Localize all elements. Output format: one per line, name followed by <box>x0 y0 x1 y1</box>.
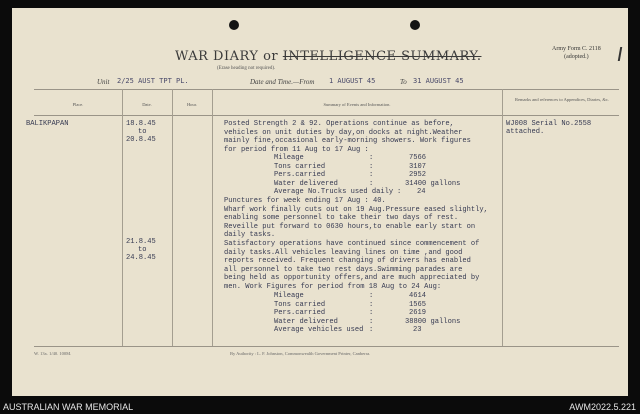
to-label: To <box>400 78 407 86</box>
stat-sep: : <box>369 162 374 171</box>
summary-line: enabling some personnel to take their two days of rest. <box>224 214 459 223</box>
stat-value: 2619 <box>409 309 427 318</box>
stat-row <box>274 326 494 335</box>
stat-row <box>274 318 494 327</box>
stat-value: 23 <box>413 326 422 335</box>
column-header-hour: Hour. <box>186 102 198 107</box>
date-label: Date and Time.—From <box>250 78 315 86</box>
stat-row <box>274 171 474 180</box>
column-header-date: Date. <box>142 102 152 107</box>
summary-line: daily tasks. <box>224 231 276 240</box>
unit-label: Unit <box>97 78 110 86</box>
column-divider <box>172 89 173 346</box>
summary-entry-2 <box>224 240 479 292</box>
column-header-remarks: Remarks and references to Appendices, Diaries, &c. <box>514 97 610 102</box>
title-main: WAR DIARY or <box>175 49 279 64</box>
stat-label: Water delivered <box>274 317 338 326</box>
title-subtitle: (Erase heading not required). <box>217 66 276 71</box>
stat-row <box>274 292 474 301</box>
punch-hole <box>410 20 420 30</box>
summary-line: Posted Strength 2 & 92. Operations continue as before, <box>224 120 454 128</box>
date-from: 1 AUGUST 45 <box>329 77 376 85</box>
summary-line: all personnel to take two rest days.Swimming parades are <box>224 265 463 274</box>
summary-line: mainly fine,occasional early-morning showers. Work figures <box>224 137 471 146</box>
army-form-adopted: (adopted.) <box>564 54 589 60</box>
page-title <box>175 49 481 64</box>
summary-entry-1 <box>224 120 471 154</box>
footer-printer: By Authority : L. F. Johnston, Commonwealth Government Printer, Canberra. <box>230 351 371 356</box>
entry-date-from: 21.8.45 <box>126 238 156 246</box>
army-form-label <box>552 45 601 61</box>
stat-sep: : <box>397 188 402 197</box>
summary-line: Satisfactory operations have continued since commencement of <box>224 240 480 248</box>
column-header-place: Place. <box>72 102 84 107</box>
stat-label: Pers.carried <box>274 309 326 318</box>
stat-sep: : <box>369 171 374 180</box>
summary-entry-1-continued <box>224 197 488 240</box>
entry-date-to-word: to <box>138 246 147 254</box>
diary-page <box>12 8 628 396</box>
stat-label: Tons carried <box>274 162 326 171</box>
stat-row <box>274 309 474 318</box>
column-header-summary: Summary of Events and Information. <box>323 102 391 107</box>
summary-line: Reveille put forward to 0630 hours,to enable early start on <box>224 222 476 231</box>
stat-sep: : <box>369 292 374 300</box>
summary-line: vehicles on unit duties by day,on docks at night.Weather <box>224 128 463 137</box>
remark-serial: WJ008 Serial No.2558 <box>506 120 592 128</box>
entry-date-to-word: to <box>138 128 147 136</box>
accession-number: AWM2022.5.221 <box>569 402 636 412</box>
stat-sep: : <box>369 309 374 318</box>
entry-date-to: 20.8.45 <box>126 136 156 144</box>
stat-value: 24 <box>417 188 426 197</box>
stat-value: 38800 gallons <box>405 317 461 326</box>
column-divider <box>212 89 213 346</box>
work-figures-2 <box>274 292 494 335</box>
stat-value: 7566 <box>409 154 427 162</box>
stat-sep: : <box>369 154 374 162</box>
column-divider <box>122 89 123 346</box>
stat-sep: : <box>369 300 374 309</box>
stat-row <box>274 188 494 197</box>
stat-sep: : <box>369 179 374 188</box>
army-form-number: Army Form C. 2118 <box>552 46 601 52</box>
title-struck: INTELLIGENCE SUMMARY. <box>282 49 482 64</box>
unit-value: 2/25 AUST TPT PL. <box>117 77 189 85</box>
stat-row <box>274 180 494 189</box>
stat-row <box>274 154 474 163</box>
stat-label: Mileage <box>274 292 304 300</box>
stat-sep: : <box>369 317 374 326</box>
summary-line: reports received. Frequent changing of drivers has enabled <box>224 257 471 266</box>
stat-row <box>274 301 474 310</box>
stat-label: Tons carried <box>274 300 326 309</box>
stat-label: Mileage <box>274 154 304 162</box>
stat-label: Water delivered <box>274 179 338 188</box>
stat-label: Pers.carried <box>274 171 326 180</box>
footer-form-code: W. 13x. 1/40. 100M. <box>34 351 72 356</box>
collection-caption: AUSTRALIAN WAR MEMORIAL <box>3 402 134 412</box>
work-figures-1 <box>274 154 494 197</box>
stat-value: 4614 <box>409 292 427 300</box>
stat-value: 3107 <box>409 162 427 171</box>
summary-line: Punctures for week ending 17 Aug : 40. <box>224 197 386 205</box>
entry-date-from: 18.8.45 <box>126 120 156 128</box>
handwritten-mark <box>618 47 626 61</box>
stat-label: Average vehicles used <box>274 326 364 335</box>
summary-line: daily tasks.All vehicles leaving lines on time ,and good <box>224 248 463 257</box>
stat-label: Average No.Trucks used daily <box>274 188 394 197</box>
stat-value: 2952 <box>409 171 427 180</box>
date-to: 31 AUGUST 45 <box>413 77 464 85</box>
entry-place: BALIKPAPAN <box>26 120 69 128</box>
stat-value: 31400 gallons <box>405 179 461 188</box>
stat-value: 1565 <box>409 300 427 309</box>
summary-line: Wharf work finally cuts out on 19 Aug.Pressure eased slightly, <box>224 205 488 214</box>
remark-attached: attached. <box>506 128 545 136</box>
stat-row <box>274 163 474 172</box>
summary-line: being held as opportunity offers,and are much appreciated by <box>224 274 480 283</box>
table-bottom-rule <box>34 346 619 347</box>
summary-line: men. Work Figures for period from 18 Aug to 24 Aug: <box>224 282 442 291</box>
stat-sep: : <box>369 326 374 335</box>
column-divider <box>502 89 503 346</box>
punch-hole <box>229 20 239 30</box>
summary-line: for period from 11 Aug to 17 Aug : <box>224 145 369 154</box>
entry-date-to: 24.8.45 <box>126 254 156 262</box>
